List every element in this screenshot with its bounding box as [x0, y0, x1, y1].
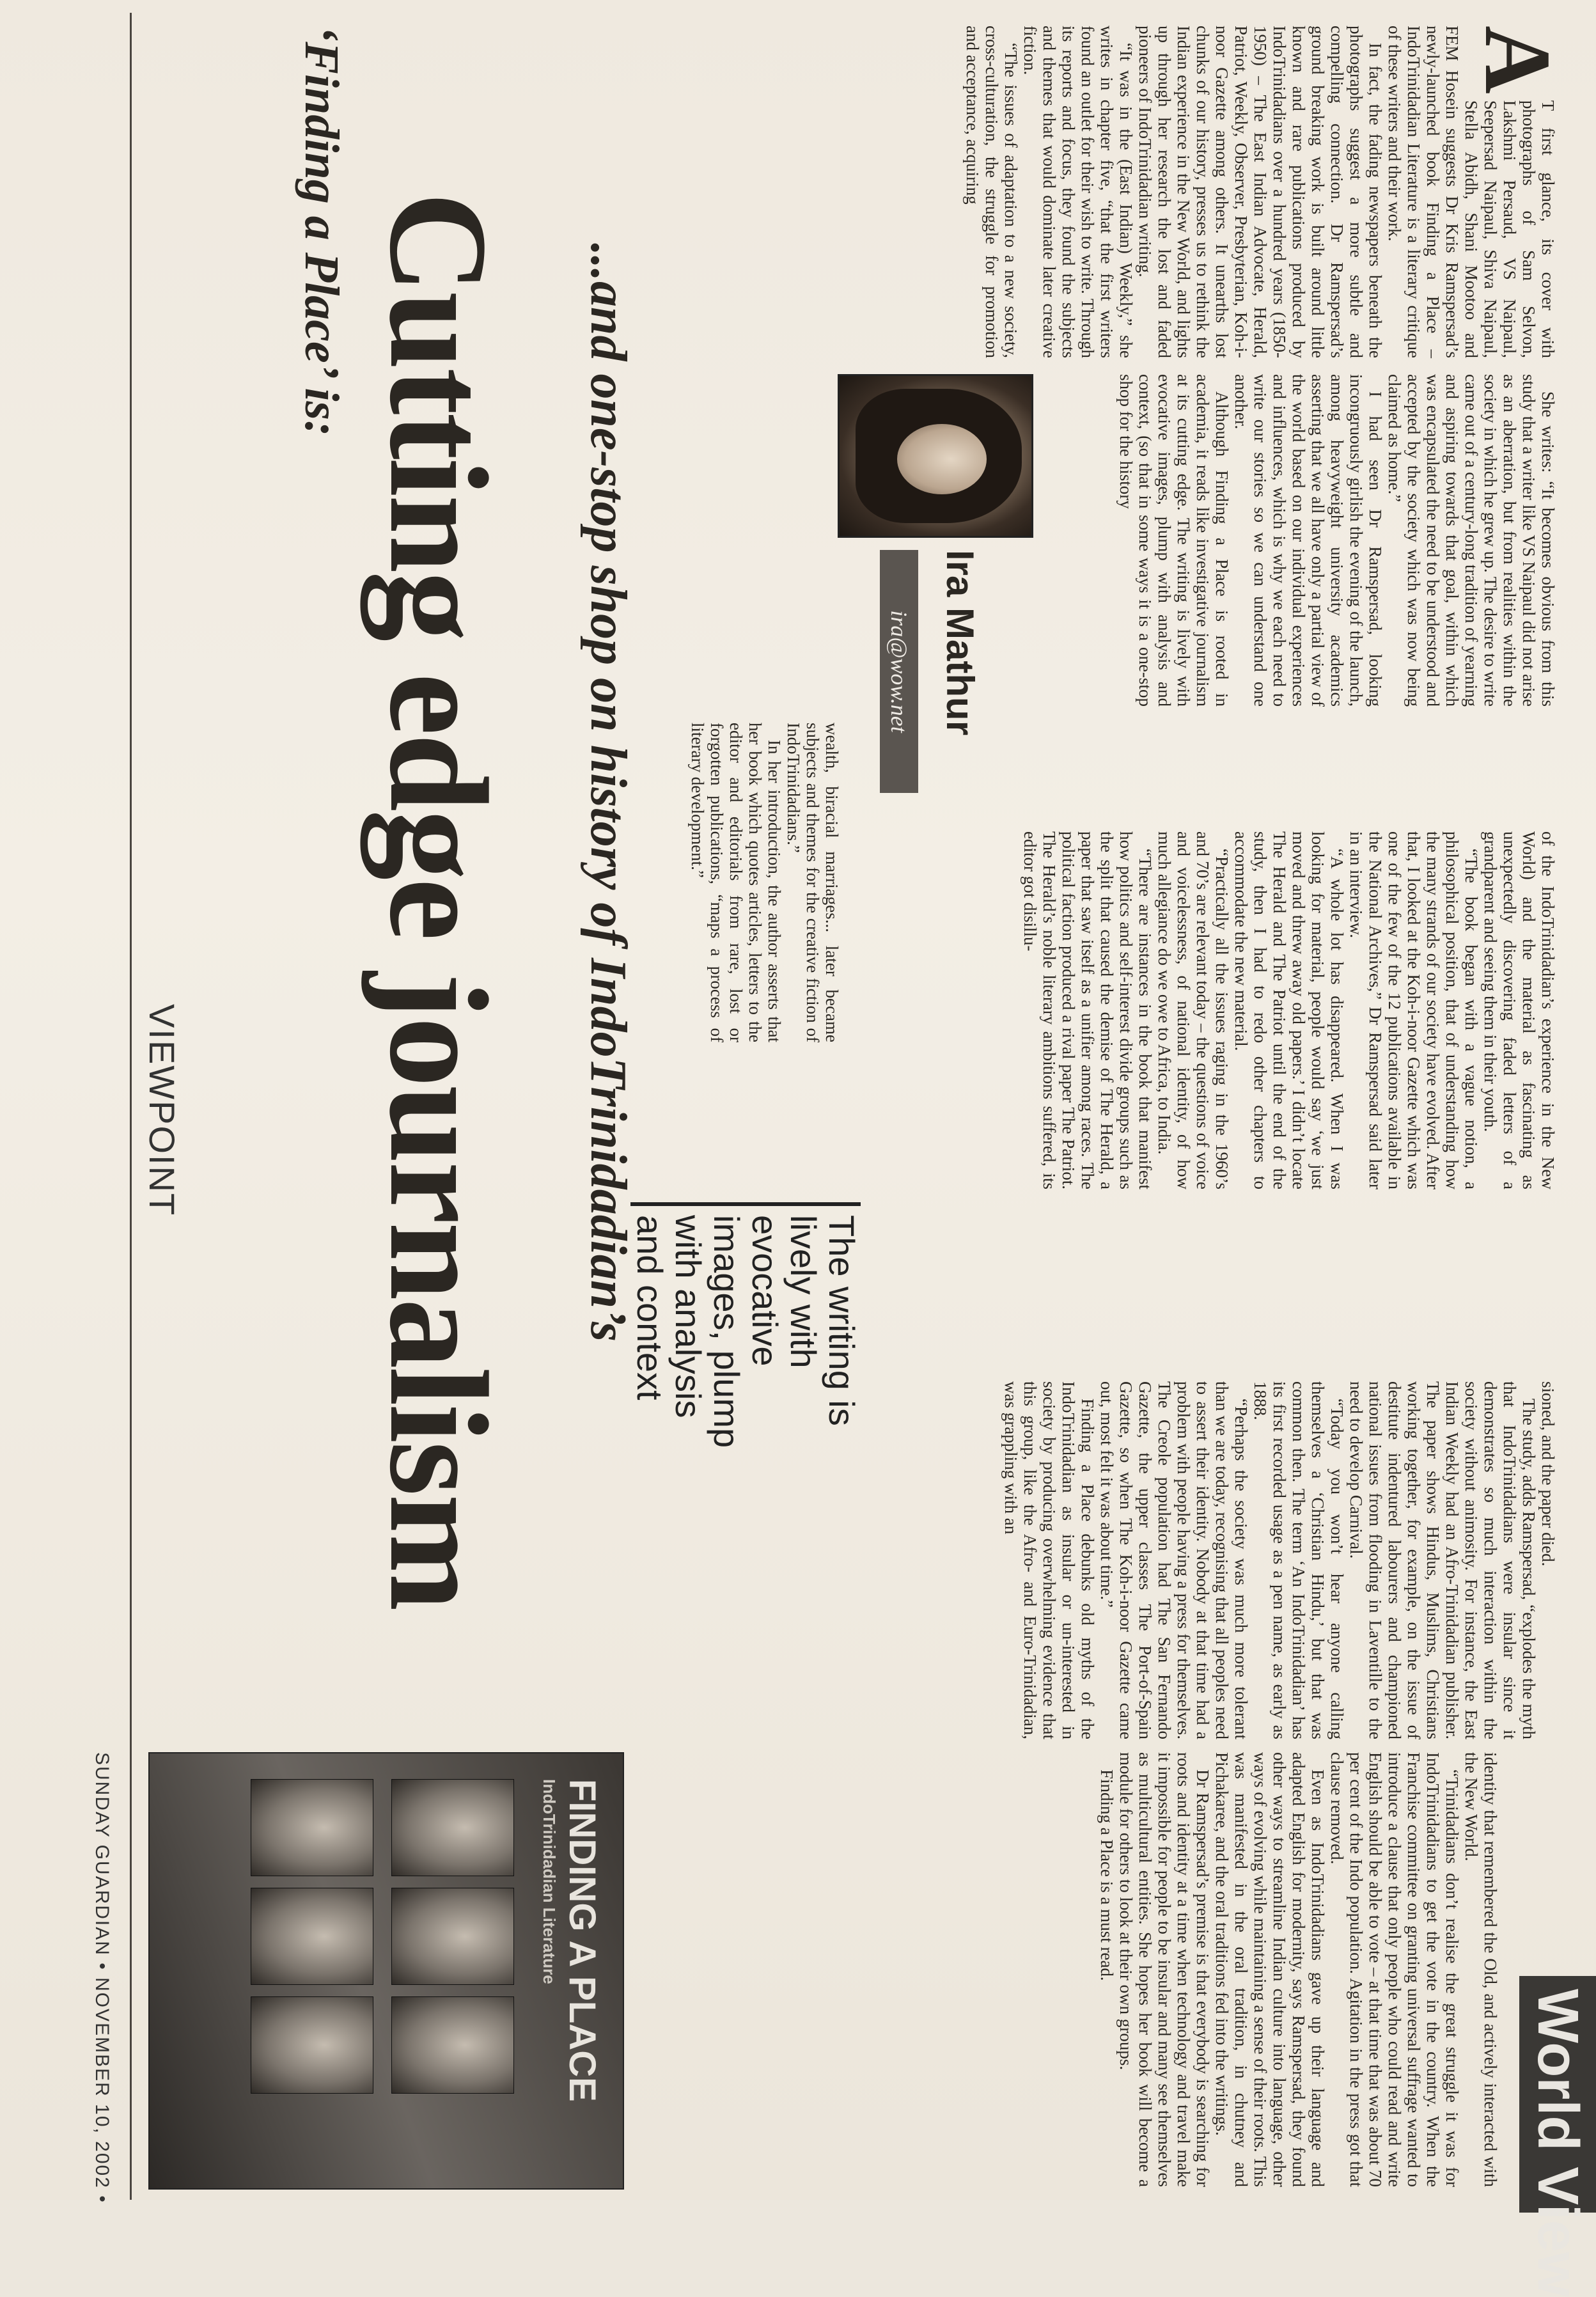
paragraph: “A whole lot has disappeared. When I was looking for material, people would say ‘we just moved and threw away old papers.’ I didn’t locate The Herald and The Patriot until the end of the study, then I had to redo other chapters to accommodate the new material. [1232, 831, 1347, 1189]
paragraph: “The issues of adaptation to a new society, cross-culturation, the struggle for promotion and acceptance, acquiring [963, 26, 1021, 358]
paragraph: T first glance, its cover with photographs of Sam Selvon, Lakshmi Persaud, VS Naipaul, Seepersad Naipaul, Shiva Naipaul, Stella Abidh, Shani Mootoo and FEM Hosein suggests Dr Kris Ramspersad’s newly-launched book Finding a Place – IndoTrinidadian Literature is a literary critique of these writers and their work. [1385, 26, 1558, 358]
cover-portrait [251, 1996, 373, 2094]
paragraph: “Today you won’t hear anyone calling themselves a ‘Christian Hindu,’ but that was common then. The term ‘An IndoTrinidadian’ has its first recorded usage as a pen name, as early as 1888. [1251, 1381, 1347, 1739]
cover-portrait [251, 1779, 373, 1876]
cover-portrait [391, 1996, 514, 2094]
paragraph: Although Finding a Place is rooted in academia, it reads like investigative journalism at its cutting edge. The writing is lively with evocative images, plump with analysis and context, (so that in some ways it is a one-stop shop for the history [1116, 374, 1232, 707]
paragraph: “Practically all the issues raging in the 1960’s and 70’s are relevant today – the questions of voice and voicelessness, of national identity, of how much allegiance do we owe to Africa, to India. [1155, 831, 1232, 1189]
kicker: ‘Finding a Place’ is: [295, 26, 348, 437]
cover-portrait [391, 1779, 514, 1876]
cover-portrait [391, 1888, 514, 1985]
paragraph: wealth, biracial marriages... later became subjects and themes for the creative fiction of IndoTrinidadians.” [784, 723, 841, 1042]
paragraph: The study, adds Ramspersad, “explodes the myth that IndoTrinidadians were insular since it demonstrates so much interaction within the society without animosity. For instance, the East Indian Weekly had an Afro-Trinidadian publisher. The paper shows Hindus, Muslims, Christians working together, for example, on the issue of destitute indentured labourers and championed national issues from flooding in Laventille to the need to develop Carnival. [1347, 1381, 1538, 1739]
paragraph: of the IndoTrinidadian’s experience in the New World) and the material as fascinating as unexpectedly discovering faded letters of a grandparent and seeing them in their youth. [1481, 831, 1558, 1189]
paragraph: “It was in the (East Indian) Weekly,” she writes in chapter five, “that the first writers found an outlet for their wish to write. Through its reports and focus, they found the subjects and themes that would dominate later creative fiction. [1021, 26, 1136, 358]
pull-quote: The writing is lively with evocative images, plump with analysis and context [630, 1202, 861, 1458]
article-column-5 [650, 1381, 1558, 1739]
author-photo [838, 374, 1033, 538]
byline-name: Ira Mathur [939, 550, 982, 736]
paragraph: sioned, and the paper died. [1538, 1381, 1558, 1567]
book-cover-title: FINDING A PLACE [561, 1779, 603, 2102]
paragraph: She writes: “It becomes obvious from this study that a writer like VS Naipaul did not arise as an aberration, but from realities within the society in which he grew up. The desire to write came out of a century-long tradition of yearning and aspiring towards that goal, within which was encapsulated the need to be understood and accepted by the society which was now being claimed as home.” [1385, 374, 1558, 707]
deck-subhead: ...and one-stop shop on history of IndoTrinidadian’s [580, 243, 636, 1342]
paragraph: Even as IndoTrinidadians gave up their language and adapted English for modernity, says Ramspersad, they found other ways to streamline Indian culture into language, other ways of evolving while maintaining a sense of their roots. This was manifested in the oral tradition, in chutney and Pichakaree, and the oral traditions fed into the writings. [1212, 1752, 1327, 2187]
cover-portrait [251, 1888, 373, 1985]
folio-line: SUNDAY GUARDIAN • NOVEMBER 10, 2002 • [91, 1752, 113, 2204]
section-label: VIEWPOINT [142, 1004, 182, 1217]
article-column-4 [867, 831, 1558, 1189]
paragraph: Finding a Place debunks old myths of the IndoTrinidadian as insular or un-interested in society by producing overwhelming evidence that this group, like the Afro- and Euro-Trinidadian, was grappling with an [1001, 1381, 1097, 1739]
partial-section-header: World View [1519, 1976, 1596, 2213]
paragraph: I had seen Dr Ramspersad, looking incongruously girlish the evening of the launch, among heavyweight university academics asserting that we all have only a partial view of the world based on our individual experiences and influences, which is why we each need to write our stories so we can understand one another. [1232, 374, 1385, 707]
article-column-2 [1059, 374, 1558, 707]
paragraph: “Perhaps the society was much more tolerant than we are today, recognising that all peoples need to assert their identity. Nobody at that time had a problem with people having a press for themselves. The Creole population had The San Fernando Gazette, the upper classes The Port-of-Spain Gazette, so when The Koh-i-noor Gazette came out, most felt it was about time.” [1097, 1381, 1251, 1739]
photo-face [897, 424, 987, 494]
dropcap: A [1465, 26, 1570, 94]
header-rule [130, 13, 132, 2200]
book-cover-subtitle: IndoTrinidadian Literature [540, 1779, 559, 1984]
headline: Cutting edge journalism [361, 192, 517, 1610]
article-column-6 [637, 1752, 1500, 2187]
article-column-3 [650, 723, 841, 1042]
byline-email: ira@wow.net [880, 550, 918, 793]
article-column-1 [650, 26, 1570, 358]
paragraph: “Trinidadians don’t realise the great struggle it was for IndoTrinidadians to get the vote in the country. When the Franchise committee on granting universal suffrage wanted to introduce a clause that only people who could read and write English should be able to vote – at that time that was about 70 per cent of the Indo population. Agitation in the press got that clause removed. [1327, 1752, 1462, 2187]
paragraph: “There are instances in the book that manifest how politics and self-interest divide groups such as the split that caused the demise of The Herald, a paper that saw itself as a unifier among races. The political faction produced a rival paper The Patriot. The Herald’s noble literary ambitions suffered, its editor got disillu- [1021, 831, 1155, 1189]
paragraph: identity that remembered the Old, and actively interacted with the New World. [1462, 1752, 1500, 2187]
paragraph: Finding a Place is a must read. [1097, 1769, 1116, 1981]
paragraph: In her introduction, the author asserts that her book which quotes articles, letters to the editor and editorials from rare, lost or forgotten publications, “maps a process of literary development.” [688, 723, 784, 1042]
paragraph: “The book began with a vague notion, a philosophical position, that of understanding how the many strands of our society have evolved. After that, I looked at the Koh-i-noor Gazette which was one of the few of the 12 publications available in the National Archives,” Dr Ramspersad said later in an interview. [1347, 831, 1481, 1189]
paragraph: In fact, the fading newspapers beneath the photographs suggest a more subtle and compelling connection. Dr Ramspersad’s ground breaking work is built around little known and rare publications produced by IndoTrinidadians over a hundred years (1850-1950) – The East Indian Advocate, Herald, Patriot, Weekly, Observer, Presbyterian, Koh-i-noor Gazette among others. It unearths lost chunks of our history, presses us to rethink the Indian experience in the New World, and lights up through her research the lost and faded pioneers of IndoTrinidadian writing. [1136, 26, 1385, 358]
book-cover-photo [148, 1752, 624, 2190]
paragraph: Dr Ramspersad’s premise is that everybody is searching for roots and identity at a time when technology and travel make it impossible for people to be insular and many see themselves as multicultural entities. She hopes her book will become a module for others to look at their own groups. [1116, 1752, 1212, 2187]
